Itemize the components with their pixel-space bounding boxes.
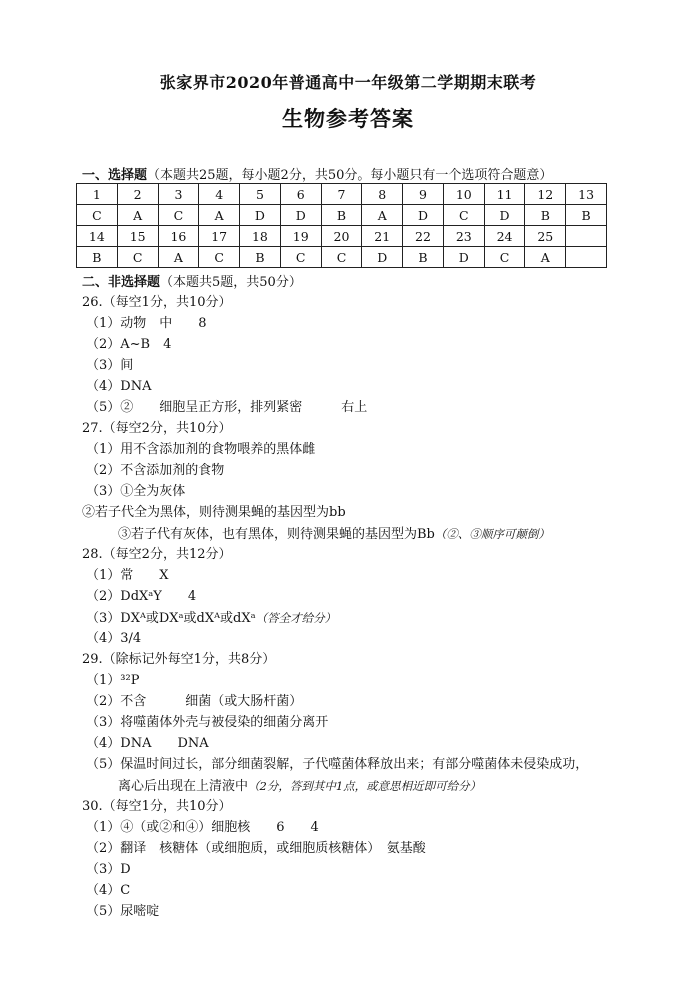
answer-line: （1）动物 中 8	[86, 316, 207, 331]
table-cell: 11	[484, 184, 525, 205]
answer-line: （3）D	[86, 862, 131, 877]
answer-line: （5）尿嘧啶	[86, 904, 160, 919]
answer-line: （1）用不含添加剂的食物喂养的黑体雌	[86, 442, 316, 457]
table-cell: A	[117, 205, 158, 226]
question-26-header: 26.（每空1分，共10分）	[82, 295, 232, 310]
table-cell: 5	[240, 184, 281, 205]
table-cell: 25	[525, 226, 566, 247]
table-cell: D	[484, 205, 525, 226]
answer-line: （1）④（或②和④）细胞核 6 4	[86, 820, 319, 835]
table-cell: D	[443, 247, 484, 268]
answer-text: ③若子代有灰体，也有黑体，则待测果蝇的基因型为Bb	[118, 527, 435, 542]
table-row	[77, 205, 607, 226]
table-cell: 17	[199, 226, 240, 247]
table-cell: B	[403, 247, 444, 268]
table-cell: 22	[403, 226, 444, 247]
question-28-header: 28.（每空2分，共12分）	[82, 547, 232, 562]
grading-note: （②、③顺序可颠倒）	[434, 527, 550, 541]
table-cell: C	[117, 247, 158, 268]
section1-heading: 一、选择题	[82, 168, 148, 183]
answer-line: ②若子代全为黑体，则待测果蝇的基因型为bb	[82, 505, 346, 520]
table-cell: B	[77, 247, 118, 268]
table-cell: 10	[443, 184, 484, 205]
table-cell: 1	[77, 184, 118, 205]
table-cell	[566, 247, 607, 268]
table-cell: 2	[117, 184, 158, 205]
answer-line: （4）DNA	[86, 379, 152, 394]
answer-line: （2）翻译 核糖体（或细胞质，或细胞质核糖体） 氨基酸	[86, 841, 426, 856]
table-row	[77, 247, 607, 268]
table-cell: 4	[199, 184, 240, 205]
table-cell	[566, 226, 607, 247]
table-cell: A	[158, 247, 199, 268]
grading-note: （答全才给分）	[255, 611, 337, 625]
table-cell: C	[484, 247, 525, 268]
table-cell: 9	[403, 184, 444, 205]
table-cell: 3	[158, 184, 199, 205]
table-cell: D	[280, 205, 321, 226]
table-cell: 20	[321, 226, 362, 247]
question-27-header: 27.（每空2分，共10分）	[82, 421, 232, 436]
section1-header	[82, 164, 552, 183]
table-cell: 18	[240, 226, 281, 247]
table-cell: 8	[362, 184, 403, 205]
answer-line: （4）DNA DNA	[86, 736, 209, 751]
table-cell: B	[525, 205, 566, 226]
table-cell: D	[403, 205, 444, 226]
section1-note: （本题共25题，每小题2分，共50分。每小题只有一个选项符合题意）	[147, 168, 553, 183]
table-cell: C	[280, 247, 321, 268]
table-cell: 6	[280, 184, 321, 205]
answer-line: （1）常 X	[86, 568, 169, 583]
document-title: 张家界市2020年普通高中一年级第二学期期末联考	[159, 73, 537, 92]
answer-line: （1）³²P	[86, 673, 140, 688]
section2-heading: 二、非选择题	[82, 275, 161, 290]
table-cell: A	[525, 247, 566, 268]
table-row	[77, 226, 607, 247]
table-cell: 19	[280, 226, 321, 247]
table-cell: D	[362, 247, 403, 268]
answer-line: （3）将噬菌体外壳与被侵染的细菌分离开	[86, 715, 329, 730]
table-row	[77, 184, 607, 205]
answer-table	[76, 183, 607, 268]
answer-line: （2）DdXᵃY 4	[86, 589, 197, 604]
answer-line: （4）C	[86, 883, 131, 898]
table-cell: C	[158, 205, 199, 226]
table-cell: B	[240, 247, 281, 268]
question-30-header: 30.（每空1分，共10分）	[82, 799, 232, 814]
table-cell: B	[566, 205, 607, 226]
section2-header	[82, 271, 302, 290]
table-cell: A	[199, 205, 240, 226]
answer-text: 离心后出现在上清液中	[118, 779, 249, 794]
answer-line: （2）A~B 4	[86, 337, 172, 352]
table-cell: 14	[77, 226, 118, 247]
table-cell: B	[321, 205, 362, 226]
table-cell: 15	[117, 226, 158, 247]
answer-text: （3）DXᴬ或DXᵃ或dXᴬ或dXᵃ	[86, 611, 256, 626]
table-cell: 13	[566, 184, 607, 205]
answer-line: （2）不含添加剂的食物	[86, 463, 225, 478]
table-cell: A	[362, 205, 403, 226]
answer-line: （5）保温时间过长，部分细菌裂解，子代噬菌体释放出来；有部分噬菌体未侵染成功，	[86, 757, 589, 772]
table-cell: D	[240, 205, 281, 226]
table-cell: C	[443, 205, 484, 226]
answer-line: （4）3/4	[86, 631, 142, 646]
table-cell: C	[77, 205, 118, 226]
answer-line	[86, 609, 336, 628]
table-cell: 16	[158, 226, 199, 247]
answer-line: （3）①全为灰体	[86, 484, 186, 499]
table-cell: 12	[525, 184, 566, 205]
answer-line: （2）不含 细菌（或大肠杆菌）	[86, 694, 303, 709]
table-cell: C	[199, 247, 240, 268]
table-cell: 21	[362, 226, 403, 247]
question-29-header: 29.（除标记外每空1分，共8分）	[82, 652, 276, 667]
table-cell: C	[321, 247, 362, 268]
answer-line	[118, 525, 550, 544]
table-cell: 23	[443, 226, 484, 247]
grading-note: （2分，答到其中1点，或意思相近即可给分）	[248, 779, 482, 793]
answer-line	[118, 777, 481, 796]
document-subtitle: 生物参考答案	[282, 106, 414, 131]
table-cell: 7	[321, 184, 362, 205]
answer-line: （3）间	[86, 358, 134, 373]
section2-note: （本题共5题，共50分）	[160, 275, 302, 290]
answer-line: （5）② 细胞呈正方形，排列紧密 右上	[86, 400, 368, 415]
table-cell: 24	[484, 226, 525, 247]
